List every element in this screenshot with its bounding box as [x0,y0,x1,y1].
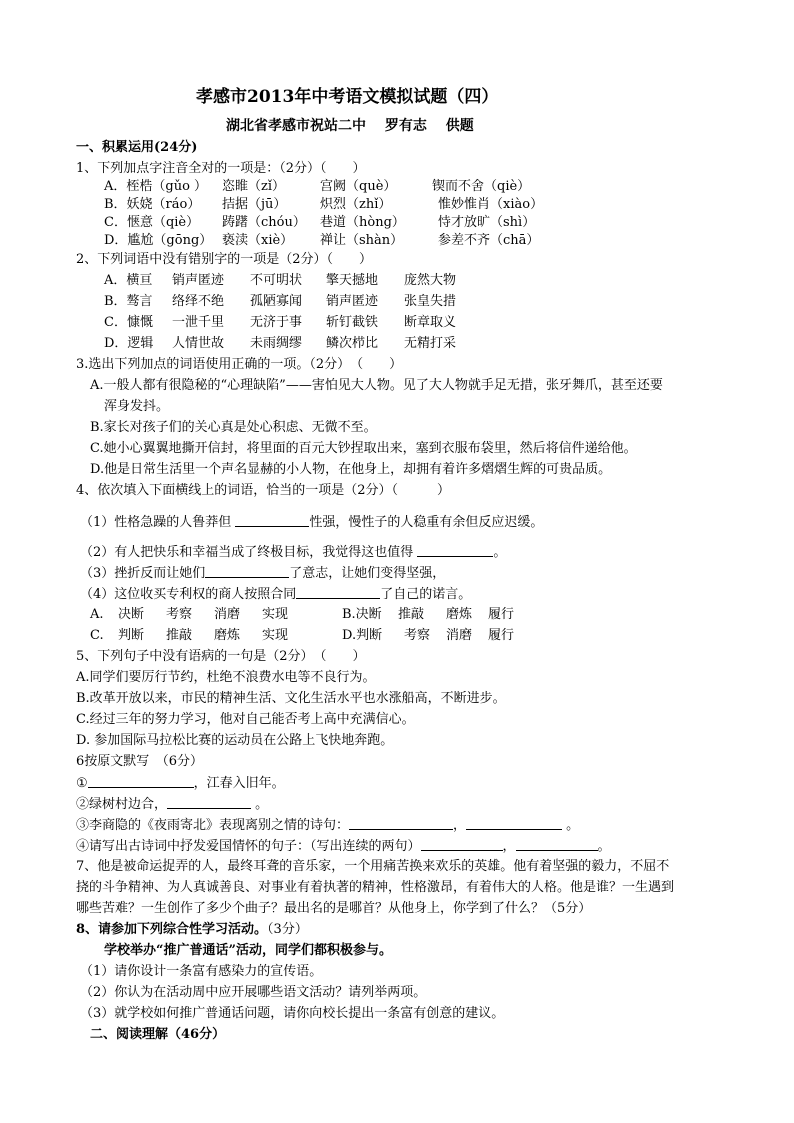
option-item: 考察 [404,628,431,643]
question-4-sentence-3 [80,564,445,583]
section-heading-accumulation: 一、积累运用(24分) [76,140,198,155]
question-5-option-a: A.同学们要厉行节约，杜绝不浪费水电等不良行为。 [76,670,376,685]
option-item: 推敲 [166,628,193,643]
answer-blank[interactable] [167,795,251,809]
question-5-option-b: B.改革开放以来，市民的精神生活、文化生活水平也水涨船高，不断进步。 [76,691,506,706]
option-item: 巷道（hòng） [320,215,405,230]
question-3-option-b: B.家长对孩子们的关心真是处心积虑、无微不至。 [90,420,377,435]
option-item: C．惬意（qiè） [104,215,200,230]
option-item: 张皇失措 [404,294,457,309]
option-item: 踌躇（chóu） [222,215,306,230]
line-text: 。 [566,818,580,833]
question-6-line-2 [76,795,268,814]
option-item: 销声匿迹 [326,294,379,309]
question-8-stem [76,921,308,939]
option-item: 推敲 [398,607,425,622]
option-item: D．逻辑 [104,336,154,351]
answer-blank[interactable] [417,543,493,557]
option-item: D.判断 [342,628,383,643]
line-text: ， [453,818,467,833]
question-7-line-2: 挠的斗争精神、为人真诚善良、对事业有着执著的精神，性格激昂，有着伟大的人格。他是谁？一生遇到 [76,880,675,895]
sentence-text: 性强，慢性子的人稳重有余但反应迟缓。 [309,515,544,530]
option-item: 考察 [166,607,193,622]
question-8-sub-2: （2）你认为在活动周中应开展哪些语文活动？请列举两项。 [80,985,427,1000]
line-text: ③李商隐的《夜雨寄北》表现离别之情的诗句： [76,818,350,833]
option-item: B．骜言 [104,294,153,309]
option-item: B.决断 [342,607,382,622]
option-item: A. [90,607,104,622]
option-item: 无精打采 [404,336,457,351]
question-3-option-d: D.他是日常生活里一个声名显赫的小人物，在他身上，却拥有着许多熠熠生辉的可贵品质。 [90,462,612,477]
option-item: 判断 [118,628,145,643]
option-item: 炽烈（zhǐ） [320,197,392,212]
answer-blank[interactable] [516,837,598,851]
option-item: 实现 [262,607,289,622]
option-item: 人情世故 [172,336,225,351]
question-7-line-3: 哪些苦难？一生创作了多少个曲子？最出名的是哪首？从他身上，你学到了什么？（5分） [76,901,592,916]
line-text: ① [76,776,88,791]
option-item: 未雨绸缪 [250,336,303,351]
option-item: 消磨 [214,607,241,622]
sentence-text: （1）性格急躁的人鲁莽但 [80,515,232,530]
option-item: 磨炼 [446,607,473,622]
sentence-text: 。 [493,545,507,560]
option-item: A．桎梏（gǔo ） [104,179,208,194]
line-text: ，江春入旧年。 [193,776,285,791]
option-item: 禅让（shàn） [320,233,404,248]
question-8-sub-1: （1）请你设计一条富有感染力的宣传语。 [80,964,323,979]
sentence-text: （4）这位收买专利权的商人按照合同 [80,587,297,602]
question-6-line-4 [76,837,611,856]
page-title: 孝感市2013年中考语文模拟试题（四） [196,87,499,107]
sentence-text: 了意志，让她们变得坚强， [289,566,446,581]
option-item: 恃才放旷（shì） [438,215,536,230]
option-item: 断章取义 [404,315,457,330]
question-3-option-a: A.一般人都有很隐秘的“心理缺陷”——害怕见大人物。见了大人物就手足无措，张牙舞爪，甚至还要 [90,378,663,393]
question-3-option-c: C.她小心翼翼地撕开信封，将里面的百元大钞捏取出来，塞到衣服布袋里，然后将信件递给他。 [90,441,637,456]
option-item: 无济于事 [250,315,303,330]
line-text: 。 [255,797,269,812]
option-item: 亵渎（xiè） [222,233,294,248]
question-6-line-1 [76,774,285,793]
question-3-stem: 3.选出下列加点的词语使用正确的一项。（2分） （ ） [76,357,403,372]
option-item: 擎天撼地 [326,273,379,288]
option-item: 决断 [118,607,145,622]
question-5-option-d: D. 参加国际马拉松比赛的运动员在公路上飞快地奔跑。 [76,733,394,748]
question-4-stem: 4、依次填入下面横线上的词语，恰当的一项是（2分）（ ） [76,483,451,498]
option-item: 履行 [488,607,515,622]
option-item: 鳞次栉比 [326,336,379,351]
line-text: 。 [597,839,611,854]
answer-blank[interactable] [349,816,453,830]
question-8-points: （3分） [267,922,308,937]
question-5-stem: 5、下列句子中没有语病的一句是（2分） （ ） [76,649,366,664]
question-2-stem: 2、下列词语中没有错别字的一项是（2分）（ ） [76,252,373,267]
option-item: 恣睢（zǐ） [222,179,286,194]
answer-blank[interactable] [205,564,289,578]
option-item: 一泄千里 [172,315,225,330]
option-item: 庞然大物 [404,273,457,288]
option-item: D．尴尬（gōng） [104,233,213,248]
option-item: 宫阙（què） [320,179,397,194]
question-1-stem: 1、下列加点字注音全对的一项是：（2分）（ ） [76,161,366,176]
option-item: C．慷慨 [104,315,153,330]
option-item: 实现 [262,628,289,643]
answer-blank[interactable] [235,513,309,527]
line-text: ②绿树村边合， [76,797,168,812]
question-7-line-1: 7、他是被命运捉弄的人，最终耳聋的音乐家，一个用痛苦换来欢乐的英雄。他有着坚强的毅力，不屈不 [76,859,670,874]
line-text: ， [502,839,516,854]
option-item: 孤陋寡闻 [250,294,303,309]
question-4-sentence-4 [80,585,471,604]
option-item: 惟妙惟肖（xiào） [438,197,544,212]
option-item: 拮据（jū） [222,197,287,212]
answer-blank[interactable] [296,585,380,599]
option-item: 履行 [488,628,515,643]
question-5-option-c: C.经过三年的努力学习，他对自己能否考上高中充满信心。 [76,712,415,727]
question-8-sub-3: （3）就学校如何推广普通话问题，请你向校长提出一条富有创意的建议。 [80,1006,505,1021]
question-4-sentence-2 [80,543,506,562]
option-item: 锲而不舍（qiè） [432,179,531,194]
section-heading-reading: 二、阅读理解（46分） [90,1027,226,1042]
question-4-sentence-1 [80,513,543,532]
option-item: 销声匿迹 [172,273,225,288]
option-item: 消磨 [446,628,473,643]
line-text: ④请写出古诗词中抒发爱国情怀的句子：（写出连续的两句） [76,839,421,854]
page-subtitle: 湖北省孝感市祝站二中 罗有志 供题 [226,118,474,134]
answer-blank[interactable] [466,816,562,830]
question-8-intro: 学校举办“推广普通话”活动，同学们都积极参与。 [104,943,392,958]
option-item: 不可明状 [250,273,303,288]
answer-blank[interactable] [88,774,194,788]
option-item: A．横亘 [104,273,153,288]
question-3-option-a-continued: 浑身发抖。 [104,399,170,414]
option-item: C. [90,628,104,643]
option-item: 斩钉截铁 [326,315,379,330]
option-item: 参差不齐（chā） [438,233,540,248]
sentence-text: （2）有人把快乐和幸福当成了终极目标，我觉得这也值得 [80,545,414,560]
option-item: 磨炼 [214,628,241,643]
answer-blank[interactable] [421,837,503,851]
question-6-line-3 [76,816,579,835]
sentence-text: 了自己的诺言。 [380,587,472,602]
question-6-stem: 6按原文默写 （6分） [76,754,204,769]
option-item: B．妖娆（ráo） [104,197,201,212]
question-8-title: 8、请参加下列综合性学习活动。 [76,922,268,937]
sentence-text: （3）挫折反而让她们 [80,566,206,581]
option-item: 络绎不绝 [172,294,225,309]
